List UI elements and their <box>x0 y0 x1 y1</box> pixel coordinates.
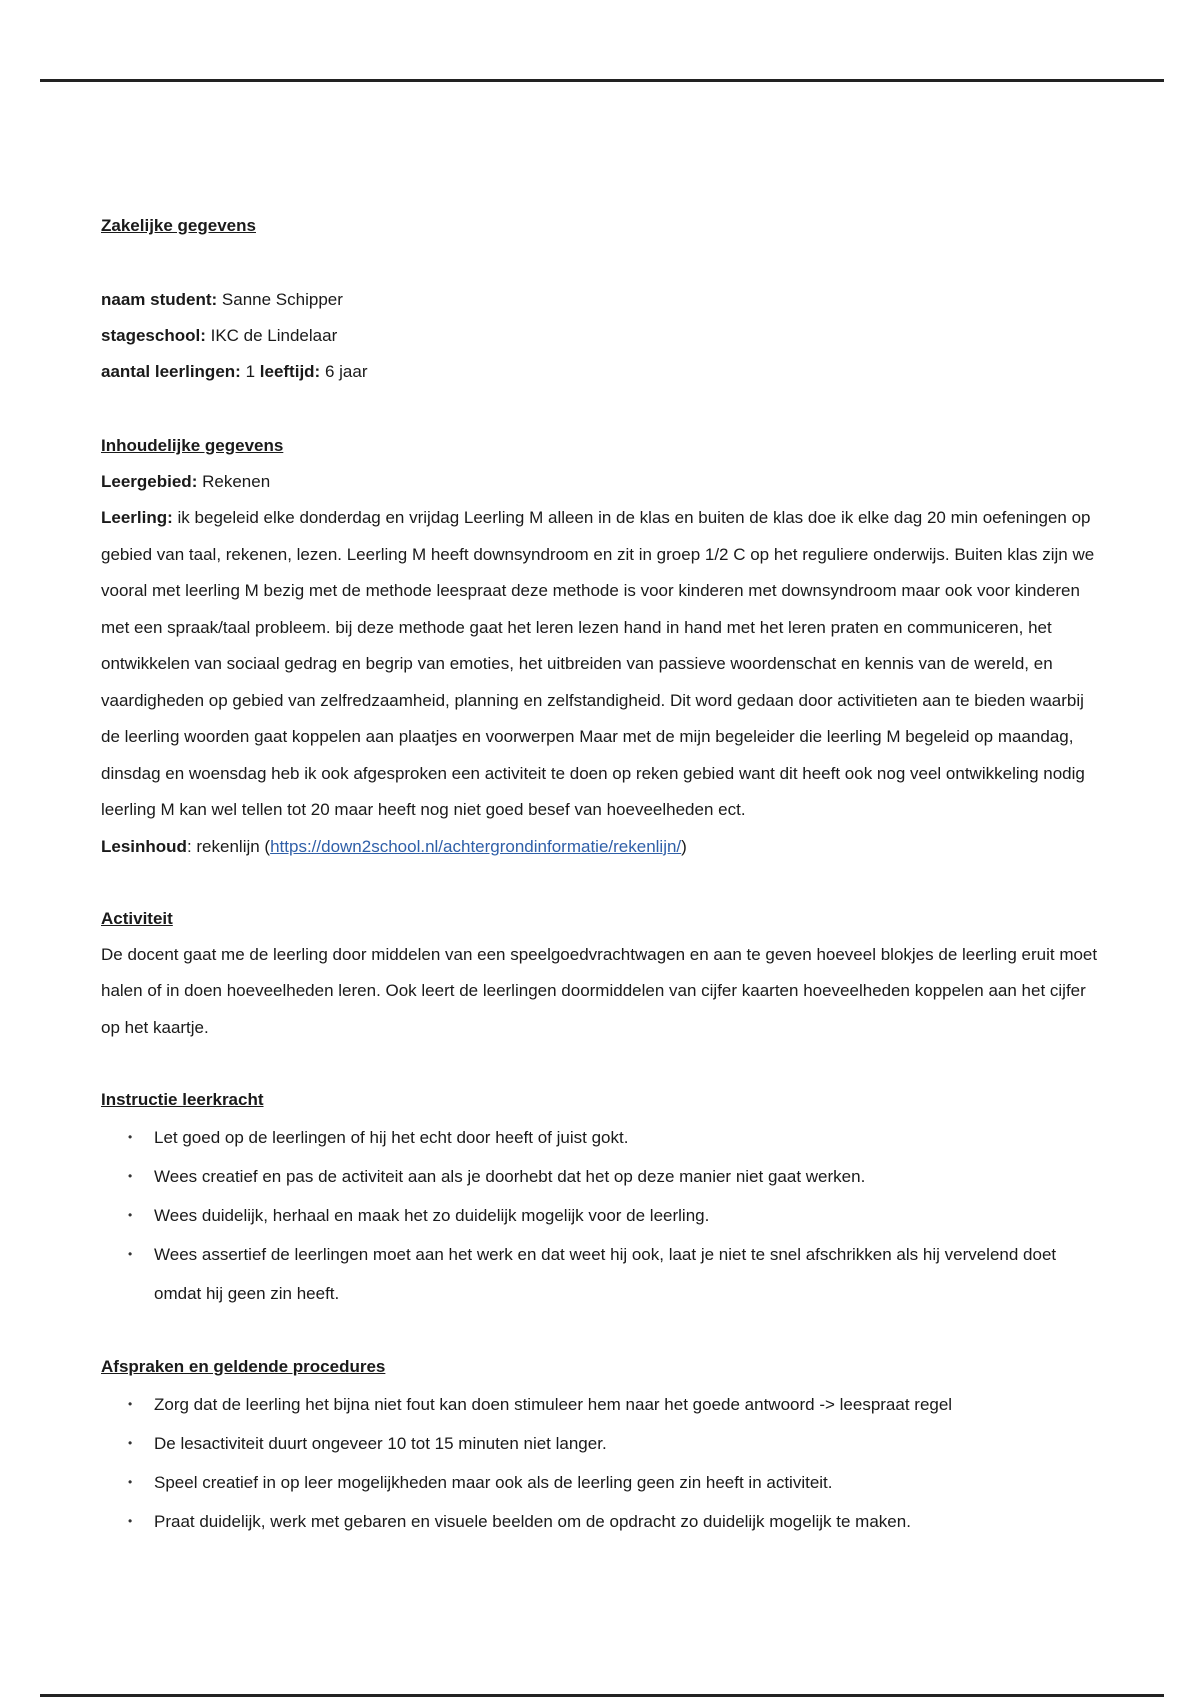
subject-label: Leergebied: <box>101 472 198 491</box>
subject-line <box>101 464 1101 500</box>
section-heading-inhoudelijk: Inhoudelijke gegevens <box>101 436 284 455</box>
bullet-icon: • <box>128 1169 133 1183</box>
age-value: 6 jaar <box>324 362 368 381</box>
bullet-icon: • <box>128 1130 133 1144</box>
school-line <box>101 318 1101 354</box>
list-item: • Praat duidelijk, werk met gebaren en visuele beelden om de opdracht zo duidelijk mogelijk te maken. <box>128 1502 1101 1541</box>
section-heading-instructie: Instructie leerkracht <box>101 1090 264 1109</box>
bullet-icon: • <box>128 1397 133 1411</box>
agreements-list <box>101 1385 1101 1541</box>
students-count-value: 1 <box>245 362 256 381</box>
list-item: • Wees assertief de leerlingen moet aan het werk en dat weet hij ook, laat je niet te snel afschrikken als hij vervelend doet omdat hij geen zin heeft. <box>128 1235 1101 1313</box>
student-name-value: Sanne Schipper <box>221 290 343 309</box>
student-label: Leerling: <box>101 508 173 527</box>
rekenlijn-link[interactable]: https://down2school.nl/achtergrondinformatie/rekenlijn/ <box>270 836 682 856</box>
section-heading-zakelijk: Zakelijke gegevens <box>101 216 256 235</box>
subject-value: Rekenen <box>202 472 271 491</box>
list-item: • Speel creatief in op leer mogelijkheden maar ook als de leerling geen zin heeft in activiteit. <box>128 1463 1101 1502</box>
student-description-text: ik begeleid elke donderdag en vrijdag Leerling M alleen in de klas en buiten de klas doe ik elke dag 20 min oefeningen op gebied van taal, rekenen, lezen. Leerling M heeft downsyndroom en zit in groep 1/2 C op het reguliere onderwijs. Buiten klas zijn we vooral met leerling M bezig met de methode leespraat deze methode is voor kinderen met downsyndroom maar ook voor kinderen met een spraak/taal probleem. bij deze methode gaat het leren lezen hand in hand met het leren praten en communiceren, het ontwikkelen van sociaal gedrag en begrip van emoties, het uitbreiden van passieve woordenschat en kennis van de wereld, en vaardigheden op gebied van zelfredzaamheid, planning en zelfstandigheid. Dit word gedaan door activitieten aan te bieden waarbij de leerling woorden gaat koppelen aan plaatjes en voorwerpen Maar met de mijn begeleider die leerling M begeleid op maandag, dinsdag en woensdag heb ik ook afgesproken een activiteit te doen op reken gebied want dit heeft ook nog veel ontwikkeling nodig leerling M kan wel tellen tot 20 maar heeft nog niet goed besef van hoeveelheden ect. <box>101 508 1095 819</box>
bullet-icon: • <box>128 1208 133 1222</box>
student-name-line <box>101 282 1101 318</box>
lesson-content-line <box>101 829 1101 865</box>
instruction-list <box>101 1118 1101 1313</box>
bullet-icon: • <box>128 1247 133 1261</box>
age-label: leeftijd: <box>259 362 321 381</box>
students-count-label: aantal leerlingen: <box>101 362 241 381</box>
section-heading-activiteit: Activiteit <box>101 908 173 928</box>
bullet-icon: • <box>128 1475 133 1489</box>
list-item: • Let goed op de leerlingen of hij het echt door heeft of juist gokt. <box>128 1118 1101 1157</box>
list-item: • Wees duidelijk, herhaal en maak het zo duidelijk mogelijk voor de leerling. <box>128 1196 1101 1235</box>
student-name-label: naam student: <box>101 290 218 309</box>
lesson-content-close: ) <box>681 836 687 856</box>
lesson-content-value: : rekenlijn ( <box>186 836 271 856</box>
lesson-content-label: Lesinhoud <box>101 836 187 856</box>
document-body <box>101 208 1101 1541</box>
list-item: • Wees creatief en pas de activiteit aan als je doorhebt dat het op deze manier niet gaat werken. <box>128 1157 1101 1196</box>
students-age-line <box>101 354 1101 390</box>
bottom-rule <box>40 1694 1164 1697</box>
activity-description: De docent gaat me de leerling door middelen van een speelgoedvrachtwagen en aan te geven hoeveel blokjes de leerling eruit moet halen of in doen hoeveelheden leren. Ook leert de leerlingen doormiddelen van cijfer kaarten hoeveelheden koppelen aan het cijfer op het kaartje. <box>101 944 1098 1037</box>
list-item: • De lesactiviteit duurt ongeveer 10 tot 15 minuten niet langer. <box>128 1424 1101 1463</box>
bullet-icon: • <box>128 1514 133 1528</box>
bullet-icon: • <box>128 1436 133 1450</box>
school-value: IKC de Lindelaar <box>210 326 338 345</box>
school-label: stageschool: <box>101 326 206 345</box>
section-heading-afspraken: Afspraken en geldende procedures <box>101 1357 386 1376</box>
list-item: • Zorg dat de leerling het bijna niet fout kan doen stimuleer hem naar het goede antwoord -> leespraat regel <box>128 1385 1101 1424</box>
student-description <box>101 500 1101 829</box>
top-rule <box>40 79 1164 82</box>
